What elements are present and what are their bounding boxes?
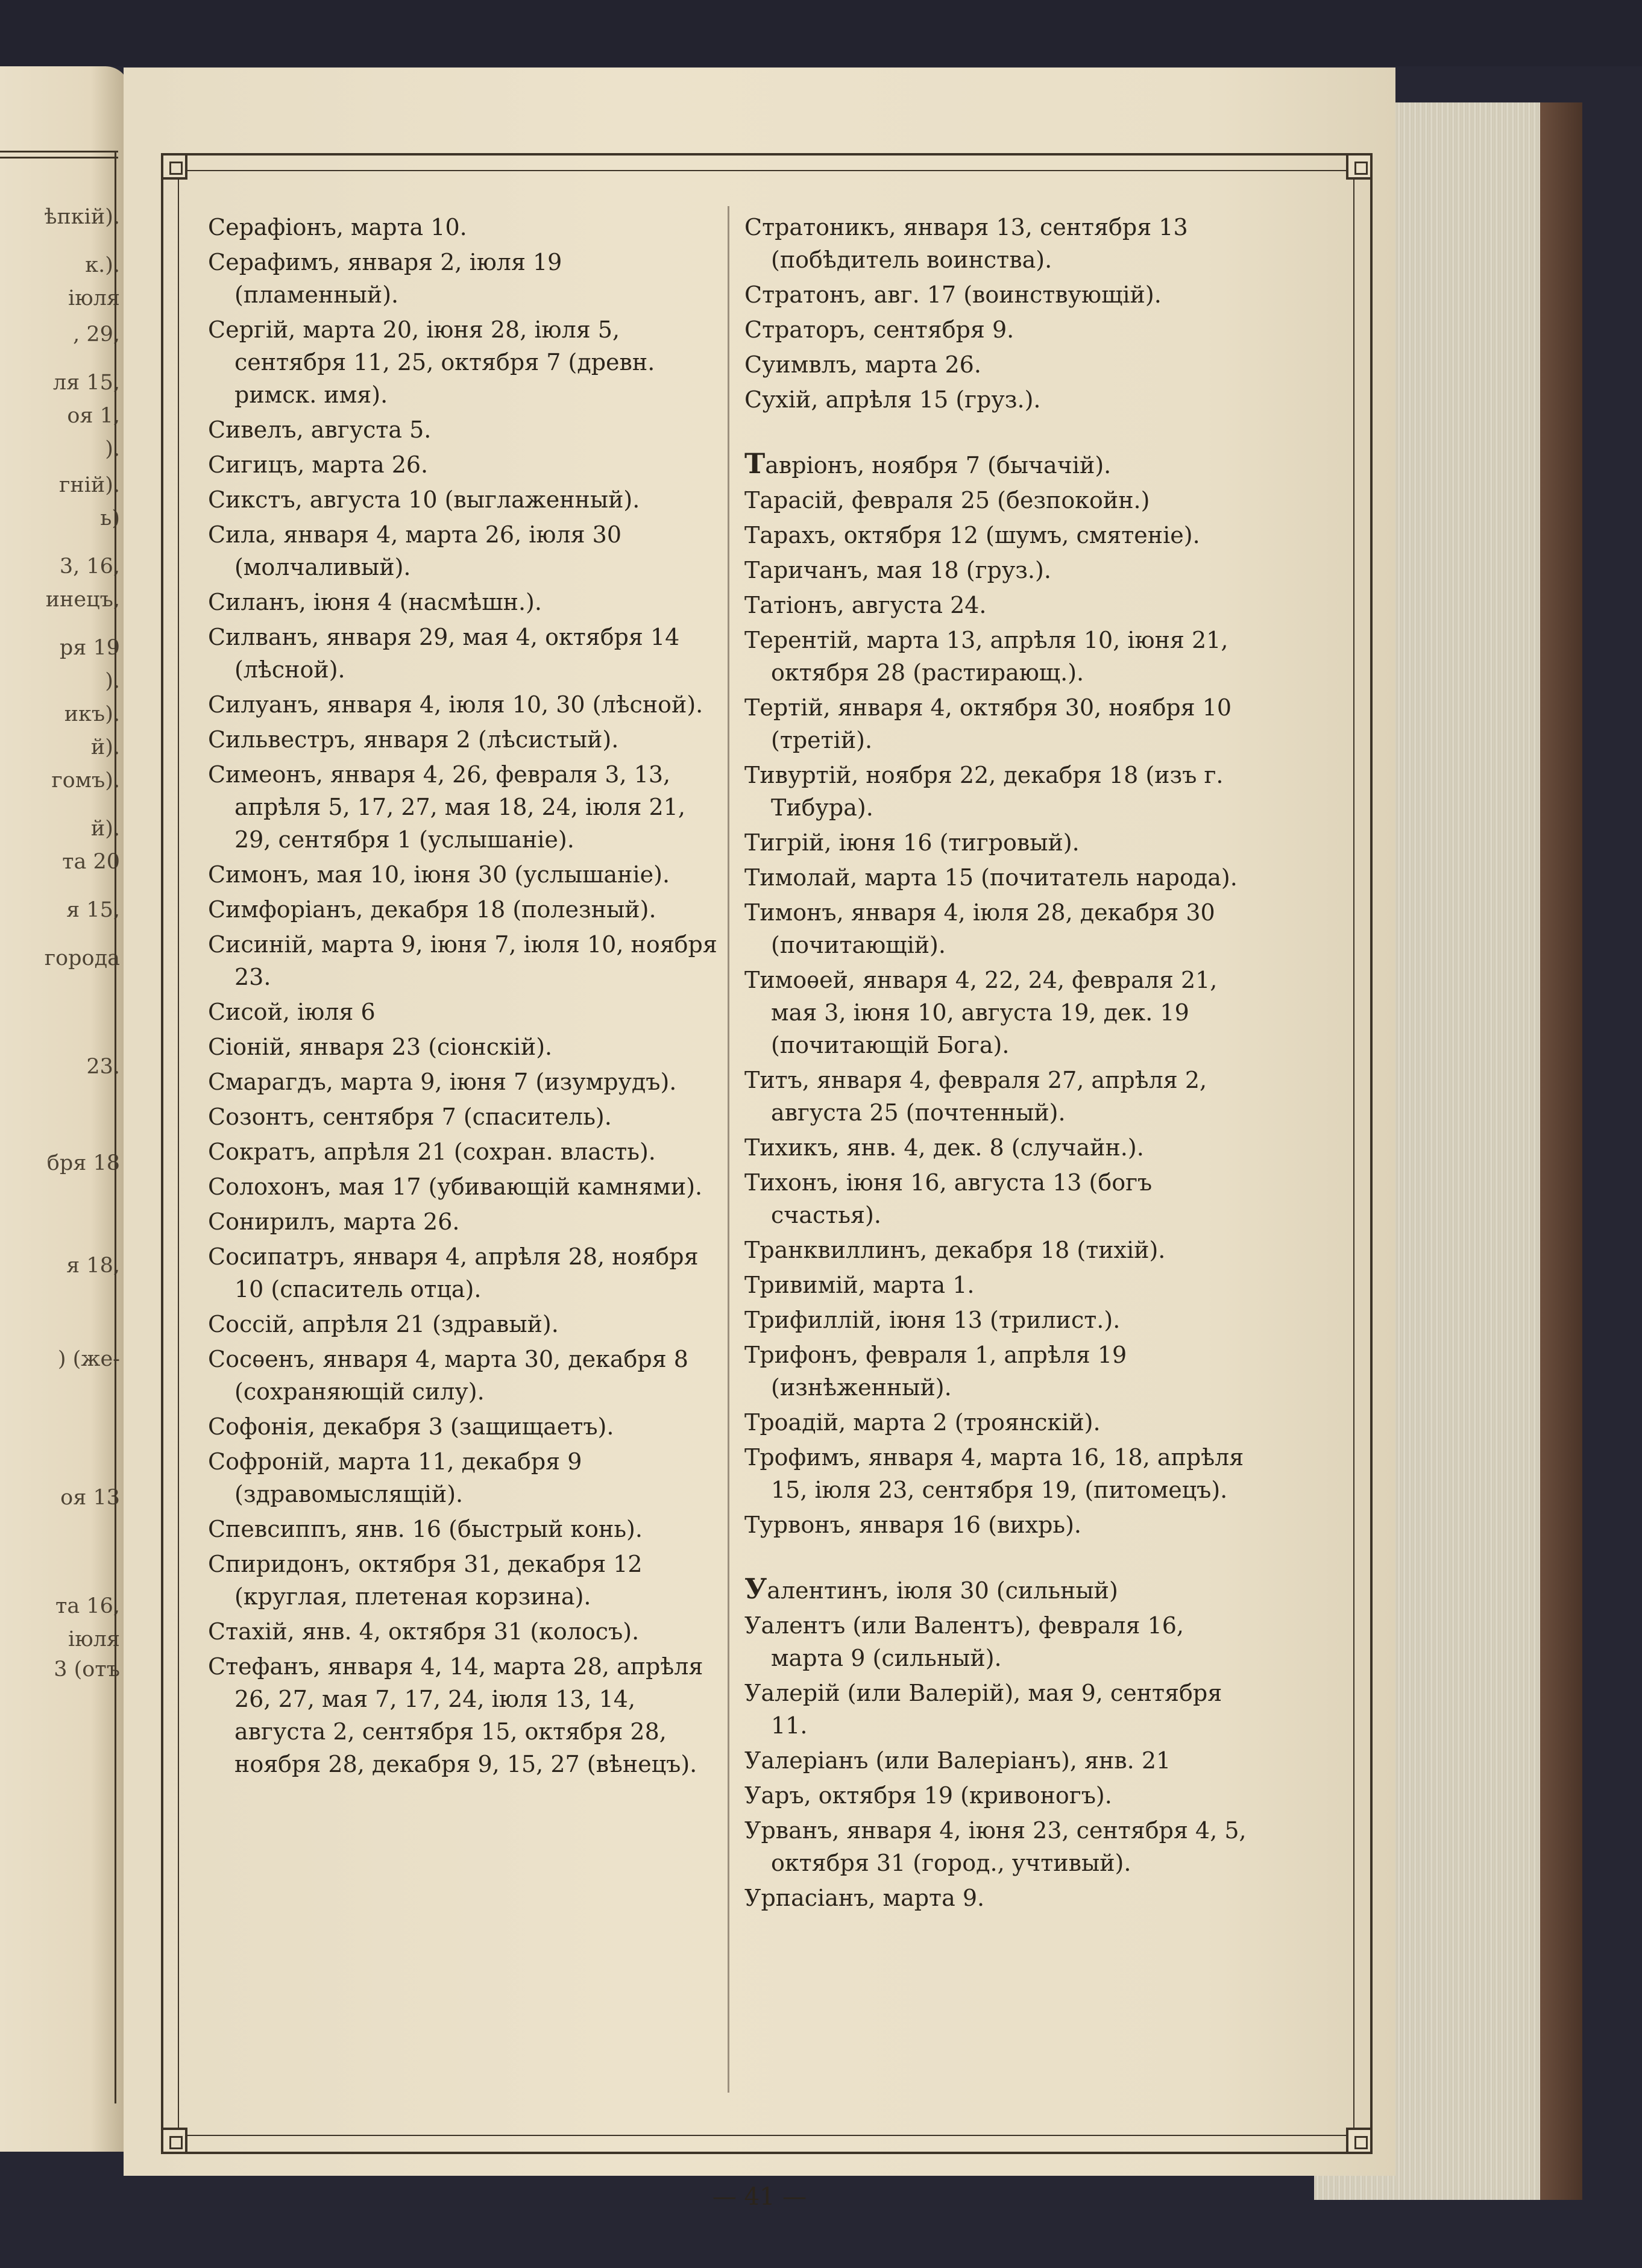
left-page-rule [0,151,118,152]
entry-text: Сосипатръ, января 4, апрѣля 28, ноября 10 (спаситель отца). [208,1243,699,1302]
name-entry [744,1441,1257,1506]
name-entry [744,861,1257,894]
entry-text: Серафіонъ, марта 10. [208,214,467,240]
entry-text: Симонъ, мая 10, іюня 30 (услышаніе). [208,861,670,888]
left-page-text-fragment: гомъ). [51,768,120,793]
entry-text: Силанъ, іюня 4 (насмѣшн.). [208,589,542,615]
left-page-text-fragment: оя 1, [67,404,120,428]
left-page-text-fragment: й). [90,735,120,759]
left-page-text-fragment: я 18, [66,1254,120,1278]
entry-text: Серафимъ, января 2, іюля 19 (пламенный). [208,249,562,308]
entry-text: Стратоникъ, января 13, сентября 13 (побѣдитель воинства). [744,214,1188,273]
name-entry [744,1304,1257,1336]
name-entry [208,723,720,756]
entry-text: Созонтъ, сентября 7 (спаситель). [208,1104,612,1130]
name-entry [744,1131,1257,1164]
name-entry [208,211,720,243]
entry-text: Таричанъ, мая 18 (груз.). [744,557,1051,583]
name-entry [208,1410,720,1443]
entry-text: Транквиллинъ, декабря 18 (тихій). [744,1237,1166,1263]
name-entry [208,1548,720,1613]
name-entry [744,1406,1257,1439]
entry-text: Софроній, марта 11, декабря 9 (здравомыслящій). [208,1448,582,1507]
name-entry [744,624,1257,689]
entry-text: Сикстъ, августа 10 (выглаженный). [208,486,640,513]
name-entry [744,1269,1257,1301]
entry-text: Соссій, апрѣля 21 (здравый). [208,1311,559,1337]
entry-text: Сосѳенъ, января 4, марта 30, декабря 8 (сохраняющій силу). [208,1346,688,1405]
entry-text: Сильвестръ, января 2 (лѣсистый). [208,726,619,753]
left-page-text-fragment: инецъ, [45,588,120,612]
left-page-text-fragment: гній). [59,473,120,497]
entry-text: Уаръ, октября 19 (кривоногъ). [744,1782,1112,1809]
name-entry [744,1572,1257,1607]
entry-text: Титъ, января 4, февраля 27, апрѣля 2, августа 25 (почтенный). [744,1067,1207,1126]
right-column [744,211,1257,1917]
entry-text: Силуанъ, января 4, іюля 10, 30 (лѣсной). [208,691,703,718]
entry-text: Солохонъ, мая 17 (убивающій камнями). [208,1173,703,1200]
entry-text: Сисиній, марта 9, іюня 7, іюля 10, ноября 23. [208,931,717,990]
name-entry [208,483,720,516]
name-entry [744,1064,1257,1129]
left-page-text-fragment: ля 15, [52,371,120,395]
entry-text: Уалеріанъ (или Валеріанъ), янв. 21 [744,1747,1171,1774]
entry-text: Терентій, марта 13, апрѣля 10, іюня 21, октября 28 (растирающ.). [744,627,1228,686]
name-entry [208,413,720,446]
left-page-text-fragment: іюля [68,286,120,310]
name-entry [744,313,1257,346]
entry-text: Стефанъ, января 4, 14, марта 28, апрѣля 26, 27, мая 7, 17, 24, іюля 13, 14, августа 2, сентября 15, октября 28, ноября 28, декабря 9, 15, 27 (вѣнецъ). [208,1653,703,1777]
entry-text: Силванъ, января 29, мая 4, октября 14 (лѣсной). [208,624,680,683]
name-entry [744,1234,1257,1266]
entry-text: Уалентъ (или Валентъ), февраля 16, марта 9 (сильный). [744,1612,1184,1671]
entry-text: Сонирилъ, марта 26. [208,1208,460,1235]
left-column [208,211,720,1783]
name-entry [744,589,1257,621]
section-initial-letter: Т [744,447,766,480]
name-entry [744,554,1257,586]
name-entry [208,586,720,618]
entry-text: Спиридонъ, октября 31, декабря 12 (круглая, плетеная корзина). [208,1551,643,1610]
entry-text: Сергій, марта 20, іюня 28, іюля 5, сентября 11, 25, октября 7 (древн. римск. имя). [208,316,655,408]
left-page-text-fragment: 3 (отъ [54,1657,120,1682]
left-page-text-fragment: ). [105,437,120,461]
page-number: — 41 — [712,2183,807,2211]
name-entry [744,1509,1257,1541]
name-entry [744,1814,1257,1879]
name-entry [208,1101,720,1133]
name-entry [208,621,720,686]
name-entry [208,1136,720,1168]
name-entry [208,1343,720,1408]
name-entry [744,691,1257,756]
frame-corner-ornament [1346,2128,1373,2154]
entry-text: Сигицъ, марта 26. [208,451,429,478]
name-entry [208,246,720,311]
entry-text: алентинъ, іюля 30 (сильный) [767,1577,1118,1604]
left-page-text-fragment: оя 13 [60,1486,120,1510]
left-facing-page [0,66,130,2152]
book-cover [1540,102,1582,2200]
entry-text: Сила, января 4, марта 26, іюля 30 (молчаливый). [208,521,622,580]
entry-text: Суимвлъ, марта 26. [744,351,981,378]
entry-text: Сухій, апрѣля 15 (груз.). [744,386,1041,413]
name-entry [744,826,1257,859]
left-page-text-fragment: я 15, [66,898,120,922]
left-page-text-fragment: к.). [85,253,120,277]
left-page-text-fragment: та 16, [55,1594,120,1618]
name-entry [208,1205,720,1238]
name-entry [208,1170,720,1203]
name-entry [208,758,720,856]
entry-text: Урпасіанъ, марта 9. [744,1885,985,1911]
name-entry [744,896,1257,961]
entry-text: Трифиллій, іюня 13 (трилист.). [744,1307,1121,1333]
name-entry [744,383,1257,416]
left-page-text-fragment: та 20 [62,850,120,874]
entry-text: Симеонъ, января 4, 26, февраля 3, 13, апрѣля 5, 17, 27, мая 18, 24, іюля 21, 29, сентября 1 (услышаніе). [208,761,685,853]
entry-text: Тимоѳей, января 4, 22, 24, февраля 21, мая 3, іюня 10, августа 19, дек. 19 (почитающій Бога). [744,967,1218,1058]
left-page-text-fragment: ь) [100,506,120,530]
left-page-text-fragment: 23. [86,1055,120,1079]
name-entry [744,1166,1257,1231]
main-page [124,68,1395,2211]
left-page-text-fragment: ). [105,669,120,693]
entry-text: Сіоній, января 23 (сіонскій). [208,1034,553,1060]
name-entry [208,1445,720,1510]
left-page-text-fragment: 3, 16, [59,554,120,579]
entry-text: Тихонъ, іюня 16, августа 13 (богъ счастья). [744,1169,1153,1228]
entry-text: Тривимій, марта 1. [744,1272,975,1298]
name-entry [744,1609,1257,1674]
entry-text: Тигрій, іюня 16 (тигровый). [744,829,1080,856]
entry-text: Симфоріанъ, декабря 18 (полезный). [208,896,656,923]
entry-text: Смарагдъ, марта 9, іюня 7 (изумрудъ). [208,1069,677,1095]
entry-text: Трифонъ, февраля 1, апрѣля 19 (изнѣженный). [744,1342,1127,1401]
name-entry [208,1650,720,1780]
entry-text: Тихикъ, янв. 4, дек. 8 (случайн.). [744,1134,1144,1161]
name-entry [208,1066,720,1098]
entry-text: Сивелъ, августа 5. [208,416,432,443]
name-entry [744,1779,1257,1812]
name-entry [744,211,1257,276]
name-entry [208,858,720,891]
name-entry [744,1339,1257,1404]
entry-text: Тертій, января 4, октября 30, ноября 10 (третій). [744,694,1232,753]
entry-text: Тимонъ, января 4, іюля 28, декабря 30 (почитающій). [744,899,1215,958]
left-page-text-fragment: ) (же- [57,1347,120,1371]
left-page-rule [0,157,118,159]
left-page-text-fragment: й). [90,817,120,841]
name-entry [208,688,720,721]
name-entry [208,928,720,993]
name-entry [208,1513,720,1545]
name-entry [744,1744,1257,1777]
left-page-text-fragment: ря 19 [59,636,120,660]
entry-text: Уалерій (или Валерій), мая 9, сентября 11. [744,1680,1222,1739]
frame-corner-ornament [161,2128,187,2154]
backdrop [0,0,1642,66]
name-entry [208,1031,720,1063]
section-initial-letter: У [744,1572,767,1605]
left-page-text-fragment: города [44,946,120,970]
frame-corner-ornament [1346,153,1373,180]
entry-text: Троадій, марта 2 (троянскій). [744,1409,1101,1436]
name-entry [744,348,1257,381]
left-page-text-fragment: икъ). [64,702,120,726]
name-entry [744,484,1257,517]
name-entry [744,1882,1257,1914]
entry-text: Спевсиппъ, янв. 16 (быстрый конь). [208,1516,643,1542]
name-entry [744,1677,1257,1742]
name-entry [744,278,1257,311]
frame-corner-ornament [161,153,187,180]
entry-text: Тарасій, февраля 25 (безпокойн.) [744,487,1150,514]
name-entry [744,447,1257,482]
name-entry [208,893,720,926]
left-page-text-fragment: ѣпкій). [44,205,120,229]
entry-text: Тивуртій, ноября 22, декабря 18 (изъ г. Тибура). [744,762,1224,821]
left-page-text-fragment: іюля [68,1627,120,1651]
entry-text: Тимолай, марта 15 (почитатель народа). [744,864,1238,891]
name-entry [744,759,1257,824]
entry-text: Страторъ, сентября 9. [744,316,1014,343]
entry-text: Стратонъ, авг. 17 (воинствующій). [744,281,1162,308]
entry-text: Трофимъ, января 4, марта 16, 18, апрѣля 15, іюля 23, сентября 19, (питомецъ). [744,1444,1244,1503]
entry-text: Стахій, янв. 4, октября 31 (колосъ). [208,1618,640,1645]
name-entry [208,1308,720,1340]
entry-text: Татіонъ, августа 24. [744,592,987,618]
name-entry [208,448,720,481]
entry-text: Урванъ, января 4, іюня 23, сентября 4, 5, октября 31 (город., учтивый). [744,1817,1247,1876]
name-entry [744,519,1257,551]
name-entry [208,1240,720,1305]
entry-text: Сократъ, апрѣля 21 (сохран. власть). [208,1139,656,1165]
left-page-text-fragment: , 29, [73,322,120,347]
name-entry [208,996,720,1028]
entry-text: Сисой, іюля 6 [208,999,376,1025]
left-page-text-fragment: бря 18 [46,1151,120,1175]
name-entry [208,518,720,583]
entry-text: Турвонъ, января 16 (вихрь). [744,1512,1082,1538]
entry-text: Тарахъ, октября 12 (шумъ, смятеніе). [744,522,1200,548]
column-divider [728,206,729,2093]
name-entry [744,964,1257,1061]
entry-text: Софонія, декабря 3 (защищаетъ). [208,1413,614,1440]
name-entry [208,313,720,411]
entry-text: авріонъ, ноября 7 (бычачій). [765,452,1112,479]
name-entry [208,1615,720,1648]
